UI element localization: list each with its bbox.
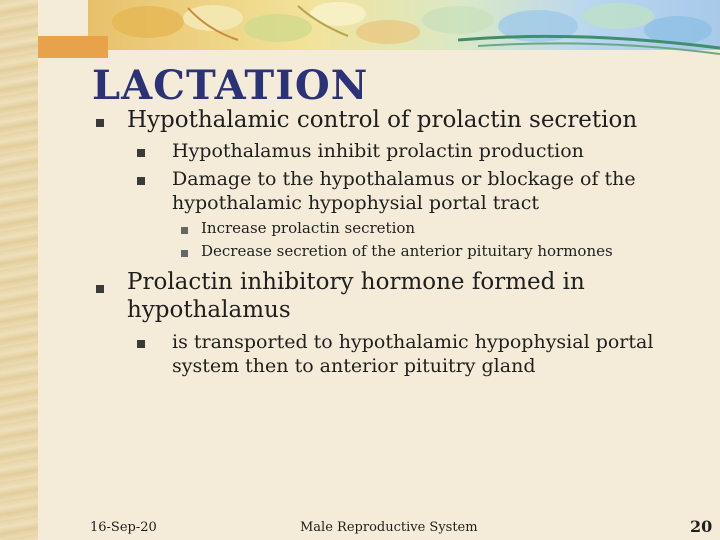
bullet-level1-text: Hypothalamic control of prolactin secretion [127, 107, 638, 133]
bullet-level2-text: Damage to the hypothalamus or blockage of the [172, 168, 636, 190]
bullet-square-icon [96, 119, 104, 127]
bullet-square-icon [96, 285, 104, 293]
bullet-square-icon [181, 227, 188, 234]
bullet-square-icon [137, 149, 145, 157]
page-number: 20 [690, 517, 713, 536]
slide-title: LACTATION [92, 62, 369, 109]
bullet-square-icon [181, 250, 188, 257]
bullet-level1-text: Prolactin inhibitory hormone formed in [127, 269, 585, 295]
bullet-level1-text-continued: hypothalamus [127, 297, 291, 323]
footer-title: Male Reproductive System [300, 520, 478, 535]
bullet-square-icon [137, 177, 145, 185]
bullet-square-icon [137, 340, 145, 348]
bullet-level2-text: is transported to hypothalamic hypophysial portal [172, 331, 654, 353]
footer-date: 16-Sep-20 [90, 520, 157, 535]
bullet-level2-text: Hypothalamus inhibit prolactin production [172, 140, 584, 162]
bullet-level3-text: Decrease secretion of the anterior pituitary hormones [201, 242, 613, 260]
bullet-level3-text: Increase prolactin secretion [201, 219, 416, 237]
decorative-leaf-banner [38, 0, 720, 60]
bullet-level2-text-continued: system then to anterior pituitry gland [172, 355, 536, 377]
bullet-level2-text-continued: hypothalamic hypophysial portal tract [172, 192, 540, 214]
decorative-side-strip [0, 0, 38, 540]
